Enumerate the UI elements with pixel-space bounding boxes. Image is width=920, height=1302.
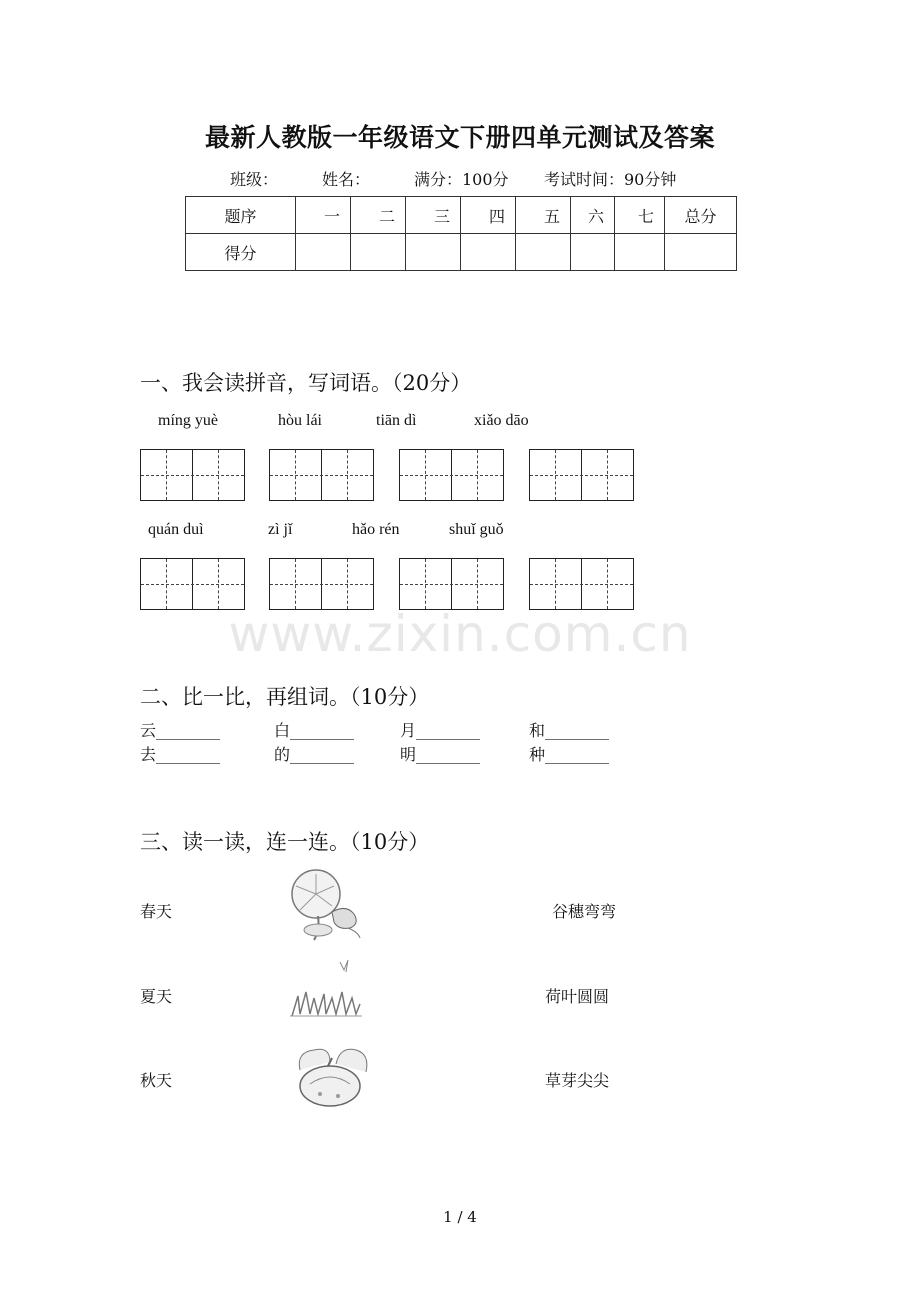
word-blank[interactable]: 明________ <box>400 745 481 764</box>
season-label[interactable]: 秋天 <box>140 1071 173 1090</box>
word-blank[interactable]: 云________ <box>140 721 221 740</box>
writing-grid[interactable] <box>140 449 245 501</box>
exam-time-label: 考试时间：90分钟 <box>544 170 677 189</box>
pinyin-label: zì jǐ <box>268 521 293 538</box>
feature-label[interactable]: 荷叶圆圆 <box>545 987 610 1006</box>
pinyin-label: míng yuè <box>158 412 218 429</box>
season-label[interactable]: 夏天 <box>140 987 173 1006</box>
score-table-header-row <box>186 197 737 234</box>
score-table-cell: 六 <box>571 197 615 234</box>
score-input-cell[interactable] <box>406 234 461 271</box>
grass-sprouts-image[interactable] <box>290 956 362 1022</box>
full-score-label: 满分：100分 <box>414 170 509 189</box>
name-field-label: 姓名： <box>322 170 371 189</box>
pinyin-label: hǎo rén <box>352 521 400 538</box>
watermark: www.zixin.com.cn <box>228 605 692 663</box>
feature-label[interactable]: 草芽尖尖 <box>545 1071 610 1090</box>
score-input-cell[interactable] <box>571 234 615 271</box>
score-table-cell: 四 <box>461 197 516 234</box>
score-table <box>185 196 737 271</box>
score-table-cell: 五 <box>516 197 571 234</box>
lotus-leaf-frog-image[interactable] <box>288 866 368 946</box>
section2-heading: 二、比一比，再组词。（10分） <box>140 685 430 709</box>
section3-heading: 三、读一读，连一连。（10分） <box>140 830 430 854</box>
score-input-cell[interactable] <box>461 234 516 271</box>
page-number: 1 / 4 <box>443 1208 477 1226</box>
writing-grid[interactable] <box>529 558 634 610</box>
score-table-cell: 一 <box>296 197 351 234</box>
word-blank[interactable]: 和________ <box>529 721 610 740</box>
score-input-cell[interactable] <box>516 234 571 271</box>
score-table-cell: 题序 <box>186 197 296 234</box>
writing-grid[interactable] <box>140 558 245 610</box>
score-input-cell[interactable] <box>615 234 665 271</box>
word-blank[interactable]: 的________ <box>274 745 355 764</box>
pumpkin-leaves-image[interactable] <box>290 1040 372 1110</box>
writing-grid[interactable] <box>529 449 634 501</box>
score-input-cell[interactable] <box>296 234 351 271</box>
score-row-label: 得分 <box>186 234 296 271</box>
pinyin-label: shuǐ guǒ <box>449 521 504 538</box>
pinyin-label: hòu lái <box>278 412 322 429</box>
score-table-cell: 三 <box>406 197 461 234</box>
page-title: 最新人教版一年级语文下册四单元测试及答案 <box>204 123 715 152</box>
writing-grid[interactable] <box>269 449 374 501</box>
writing-grid[interactable] <box>269 558 374 610</box>
pinyin-label: tiān dì <box>376 412 417 429</box>
writing-grid[interactable] <box>399 558 504 610</box>
score-table-score-row <box>186 234 737 271</box>
feature-label[interactable]: 谷穗弯弯 <box>552 902 617 921</box>
section1-heading: 一、我会读拼音，写词语。（20分） <box>140 371 472 395</box>
score-input-cell[interactable] <box>665 234 737 271</box>
word-blank[interactable]: 去________ <box>140 745 221 764</box>
score-input-cell[interactable] <box>351 234 406 271</box>
word-blank[interactable]: 月________ <box>400 721 481 740</box>
writing-grid[interactable] <box>399 449 504 501</box>
pinyin-label: quán duì <box>148 521 204 538</box>
class-field-label: 班级： <box>230 170 279 189</box>
score-table-cell: 二 <box>351 197 406 234</box>
score-table-cell: 七 <box>615 197 665 234</box>
word-blank[interactable]: 种________ <box>529 745 610 764</box>
word-blank[interactable]: 白________ <box>274 721 355 740</box>
score-table-cell: 总分 <box>665 197 737 234</box>
pinyin-label: xiǎo dāo <box>474 412 529 429</box>
season-label[interactable]: 春天 <box>140 902 173 921</box>
